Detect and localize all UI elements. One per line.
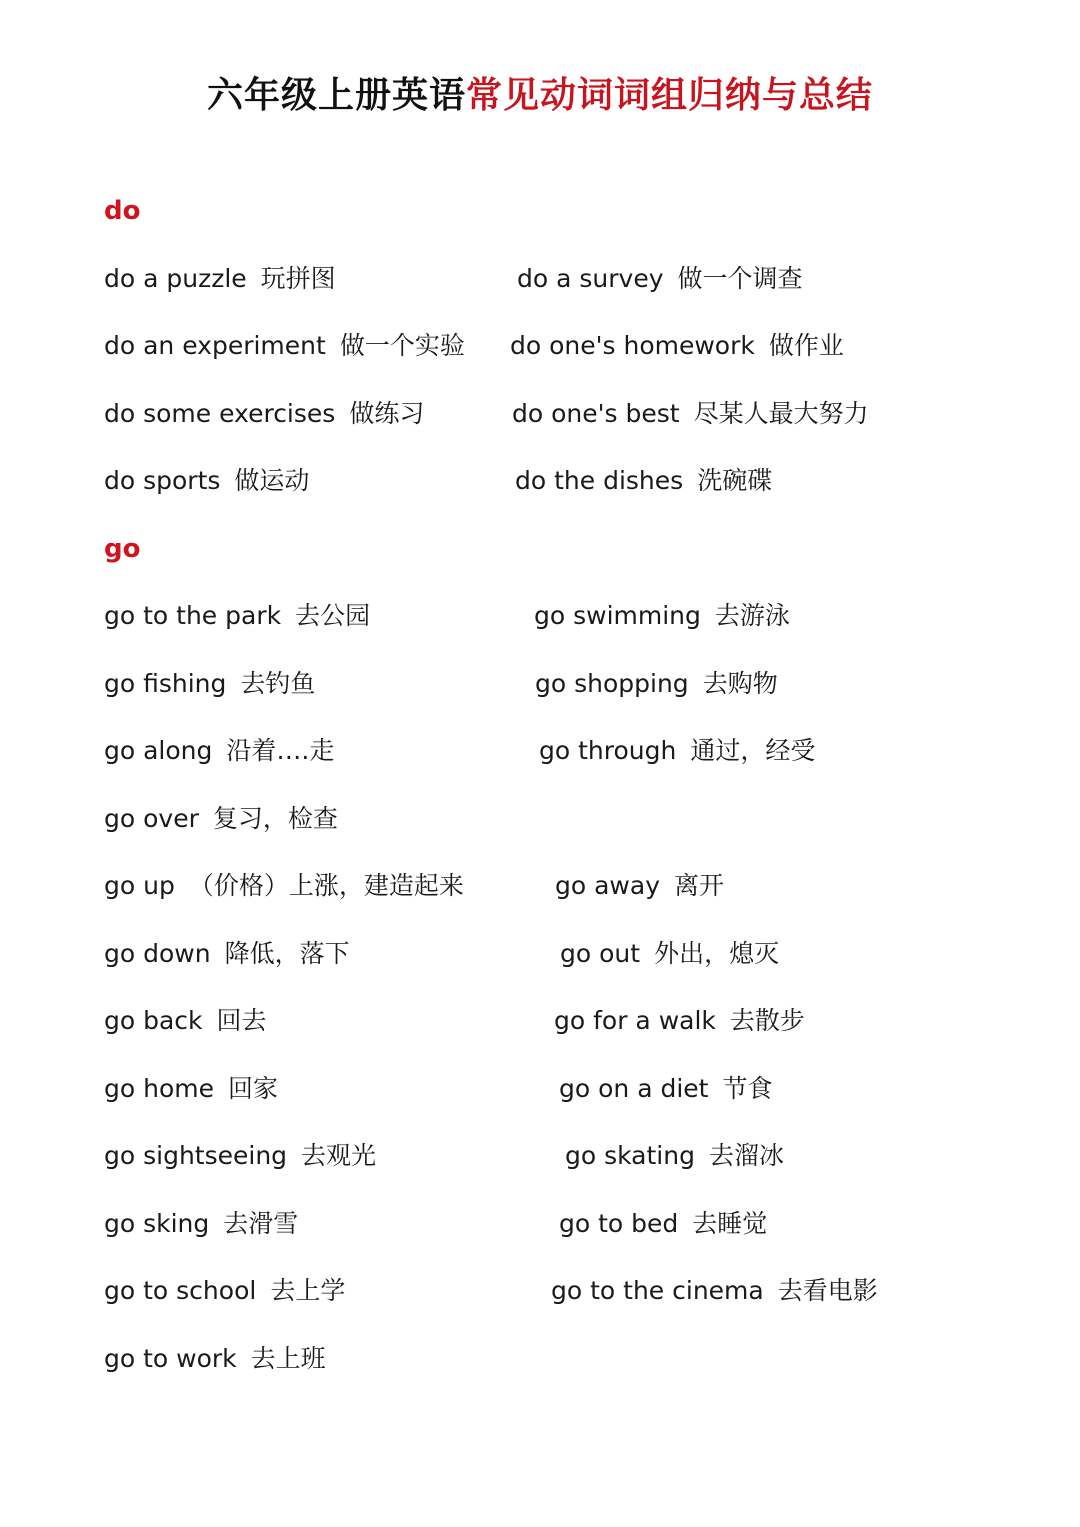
english-phrase: go sightseeing (104, 1141, 288, 1170)
phrase-entry (565, 1138, 784, 1174)
english-phrase: go fishing (104, 669, 227, 698)
english-phrase: go away (555, 871, 660, 900)
english-phrase: do a survey (517, 264, 664, 293)
chinese-meaning: 去钓鱼 (240, 669, 316, 698)
chinese-meaning: 外出，熄灭 (654, 939, 780, 968)
chinese-meaning: 做练习 (349, 399, 425, 428)
title-red-part: 常见动词词组归纳与总结 (466, 75, 874, 116)
english-phrase: go to the park (104, 601, 282, 630)
english-phrase: go down (104, 939, 211, 968)
section-heading: do (104, 196, 141, 226)
chinese-meaning: 回家 (228, 1074, 279, 1103)
english-phrase: do a puzzle (104, 264, 247, 293)
chinese-meaning: 去购物 (702, 669, 778, 698)
chinese-meaning: 做一个调查 (677, 264, 803, 293)
english-phrase: go along (104, 736, 213, 765)
english-phrase: do some exercises (104, 399, 336, 428)
chinese-meaning: 去睡觉 (692, 1209, 768, 1238)
title-black-part: 六年级上册英语 (206, 75, 466, 116)
chinese-meaning: 尽某人最大努力 (693, 399, 869, 428)
english-phrase: go up (104, 871, 175, 900)
chinese-meaning: 去滑雪 (223, 1209, 299, 1238)
chinese-meaning: 复习，检查 (212, 804, 338, 833)
phrase-entry (104, 1003, 267, 1039)
chinese-meaning: 去上班 (250, 1344, 326, 1373)
phrase-entry (512, 396, 869, 432)
phrase-entry (104, 733, 334, 769)
phrase-entry (104, 666, 315, 702)
english-phrase: go shopping (535, 669, 689, 698)
chinese-meaning: （价格）上涨，建造起来 (188, 871, 464, 900)
english-phrase: go back (104, 1006, 203, 1035)
phrase-entry (554, 1003, 805, 1039)
chinese-meaning: 洗碗碟 (697, 466, 773, 495)
phrase-entry (104, 1341, 326, 1377)
phrase-entry (104, 936, 350, 972)
chinese-meaning: 离开 (674, 871, 725, 900)
english-phrase: go on a diet (559, 1074, 709, 1103)
english-phrase: go for a walk (554, 1006, 716, 1035)
chinese-meaning: 做运动 (234, 466, 310, 495)
phrase-entry (104, 328, 465, 364)
english-phrase: do the dishes (515, 466, 684, 495)
phrase-entry (559, 1206, 767, 1242)
phrase-entry (104, 598, 370, 634)
chinese-meaning: 回去 (216, 1006, 267, 1035)
phrase-entry (539, 733, 815, 769)
chinese-meaning: 去游泳 (714, 601, 790, 630)
chinese-meaning: 去上学 (270, 1276, 346, 1305)
chinese-meaning: 做一个实验 (339, 331, 465, 360)
english-phrase: go to bed (559, 1209, 679, 1238)
phrase-entry (551, 1273, 878, 1309)
english-phrase: go to the cinema (551, 1276, 764, 1305)
phrase-entry (104, 261, 336, 297)
english-phrase: do an experiment (104, 331, 326, 360)
english-phrase: go skating (565, 1141, 695, 1170)
english-phrase: go to school (104, 1276, 257, 1305)
phrase-entry (510, 328, 844, 364)
page-title (0, 70, 1080, 122)
phrase-entry (104, 1071, 278, 1107)
english-phrase: go through (539, 736, 677, 765)
phrase-entry (104, 463, 309, 499)
english-phrase: go home (104, 1074, 214, 1103)
phrase-entry (104, 801, 338, 837)
chinese-meaning: 去溜冰 (708, 1141, 784, 1170)
phrase-entry (104, 868, 464, 904)
chinese-meaning: 去看电影 (777, 1276, 878, 1305)
english-phrase: go over (104, 804, 199, 833)
chinese-meaning: 做作业 (768, 331, 844, 360)
chinese-meaning: 玩拼图 (260, 264, 336, 293)
phrase-entry (104, 1206, 298, 1242)
chinese-meaning: 去公园 (295, 601, 371, 630)
chinese-meaning: 节食 (722, 1074, 773, 1103)
phrase-entry (104, 1138, 376, 1174)
chinese-meaning: 去散步 (729, 1006, 805, 1035)
english-phrase: go to work (104, 1344, 237, 1373)
phrase-entry (104, 396, 424, 432)
english-phrase: go sking (104, 1209, 210, 1238)
chinese-meaning: 去观光 (301, 1141, 377, 1170)
phrase-entry (555, 868, 724, 904)
phrase-entry (560, 936, 779, 972)
english-phrase: do one's best (512, 399, 680, 428)
english-phrase: do one's homework (510, 331, 755, 360)
phrase-entry (515, 463, 772, 499)
phrase-entry (517, 261, 803, 297)
chinese-meaning: 沿着….走 (226, 736, 335, 765)
chinese-meaning: 通过，经受 (690, 736, 816, 765)
phrase-entry (104, 1273, 345, 1309)
phrase-entry (534, 598, 790, 634)
section-heading: go (104, 534, 141, 564)
chinese-meaning: 降低，落下 (224, 939, 350, 968)
phrase-entry (535, 666, 778, 702)
phrase-entry (559, 1071, 772, 1107)
english-phrase: go out (560, 939, 641, 968)
english-phrase: do sports (104, 466, 221, 495)
english-phrase: go swimming (534, 601, 701, 630)
